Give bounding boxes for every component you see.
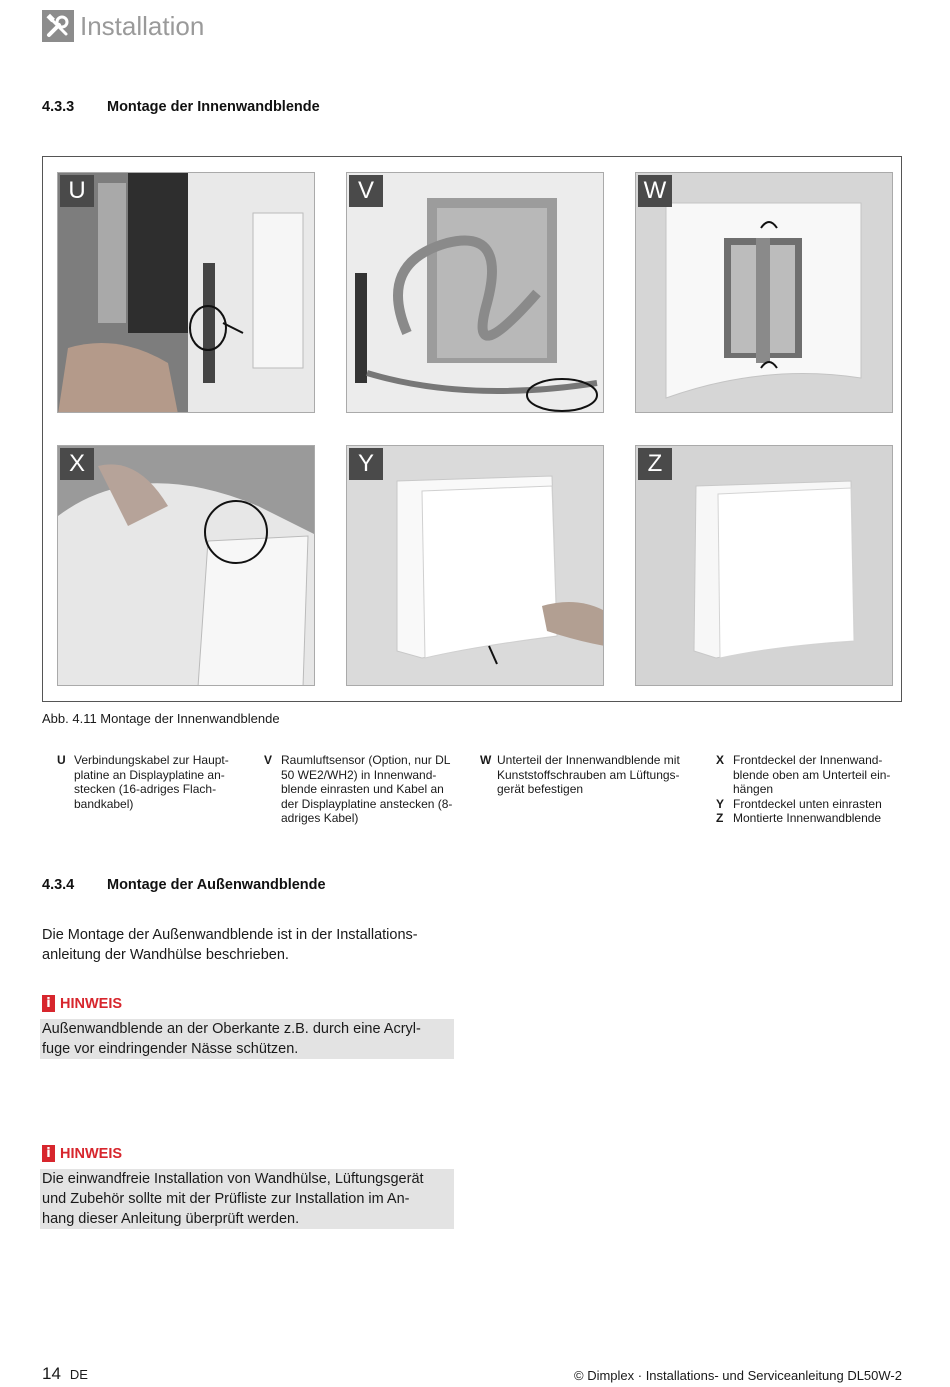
panel-letter-z: Z — [638, 448, 672, 480]
note-line: Außenwandblende an der Oberkante z.B. durch eine Acryl- — [42, 1021, 421, 1037]
note-2-header — [42, 1145, 122, 1162]
legend-line: Frontdeckel unten einrasten — [733, 796, 882, 811]
panel-letter-u: U — [60, 175, 94, 207]
legend-line: platine an Displayplatine an- — [74, 767, 225, 782]
figure-caption: Abb. 4.11 Montage der Innenwandblende — [42, 711, 280, 726]
note-label: HINWEIS — [60, 1145, 123, 1162]
footer-left — [42, 1364, 88, 1384]
note-line: und Zubehör sollte mit der Prüfliste zur Installation im An- — [42, 1191, 410, 1207]
page-number: 14 — [42, 1364, 61, 1383]
legend-line: hängen — [733, 782, 774, 797]
legend-w — [480, 753, 702, 797]
language-code: DE — [69, 1367, 88, 1382]
figure-frame — [42, 156, 902, 702]
legend-line: adriges Kabel) — [281, 811, 359, 826]
panel-letter-w: W — [638, 175, 672, 207]
paragraph-line: Die Montage der Außenwandblende ist in der Installations- — [42, 927, 418, 943]
note-1-header — [42, 995, 122, 1012]
section-434-heading — [42, 877, 326, 893]
section-434-paragraph — [42, 925, 453, 965]
note-line: hang dieser Anleitung überprüft werden. — [42, 1211, 300, 1227]
section-433-number: 4.3.3 — [42, 99, 75, 115]
page-header — [42, 9, 204, 43]
legend-key: Y — [716, 796, 725, 811]
legend-line: gerät befestigen — [497, 782, 584, 797]
note-1-box — [40, 1019, 454, 1059]
panel-letter-v: V — [349, 175, 383, 207]
photo-z — [635, 445, 893, 686]
legend-line: der Displayplatine anstecken (8- — [281, 796, 453, 811]
section-433-heading — [42, 99, 320, 115]
legend-key: Z — [716, 811, 724, 826]
note-2-box — [40, 1169, 454, 1229]
legend-line: Unterteil der Innenwandblende mit — [497, 753, 680, 767]
section-433-title: Montage der Innenwandblende — [107, 99, 320, 115]
info-icon: i — [42, 995, 55, 1012]
tools-icon — [42, 10, 74, 42]
page-header-title: Installation — [80, 10, 205, 41]
note-line: fuge vor eindringender Nässe schützen. — [42, 1041, 299, 1057]
note-label: HINWEIS — [60, 995, 123, 1012]
photo-x — [57, 445, 315, 686]
legend-line: Frontdeckel der Innenwand- — [733, 753, 883, 767]
photo-w — [635, 172, 893, 413]
legend-line: 50 WE2/WH2) in Innenwand- — [281, 767, 437, 782]
legend-line: Montierte Innenwandblende — [733, 811, 882, 826]
paragraph-line: anleitung der Wandhülse beschrieben. — [42, 947, 289, 963]
section-434-title: Montage der Außenwandblende — [107, 877, 326, 893]
note-line: Die einwandfreie Installation von Wandhülse, Lüftungsgerät — [42, 1171, 424, 1187]
legend-v — [264, 753, 466, 826]
photo-y — [346, 445, 604, 686]
legend-line: blende oben am Unterteil ein- — [733, 767, 891, 782]
legend-key: V — [264, 753, 273, 767]
legend-line: bandkabel) — [74, 796, 134, 811]
section-434-number: 4.3.4 — [42, 877, 75, 893]
photo-u — [57, 172, 315, 413]
legend-line: stecken (16-adriges Flach- — [74, 782, 217, 797]
legend-line: blende einrasten und Kabel an — [281, 782, 444, 797]
legend-line: Raumluftsensor (Option, nur DL — [281, 753, 451, 767]
legend-key: X — [716, 753, 725, 767]
footer-copyright: © Dimplex · Installations- und Serviceanleitung DL50W-2 — [574, 1368, 902, 1383]
legend-key: U — [57, 753, 66, 767]
photo-v — [346, 172, 604, 413]
legend-key: W — [480, 753, 492, 767]
legend-xyz — [716, 753, 903, 826]
legend-u — [57, 753, 244, 811]
legend-line: Verbindungskabel zur Haupt- — [74, 753, 229, 767]
panel-letter-x: X — [60, 448, 94, 480]
info-icon: i — [42, 1145, 55, 1162]
panel-letter-y: Y — [349, 448, 383, 480]
legend-line: Kunststoffschrauben am Lüftungs- — [497, 767, 680, 782]
